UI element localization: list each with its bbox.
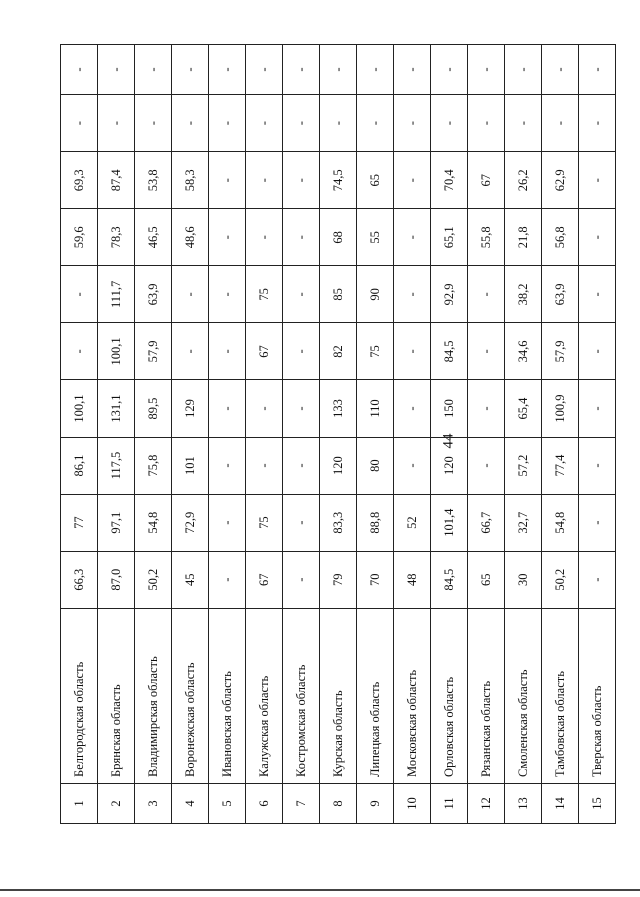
value-cell: - bbox=[579, 551, 616, 608]
value-cell: - bbox=[468, 45, 505, 95]
value-cell: 100,9 bbox=[542, 380, 579, 437]
value-cell: 58,3 bbox=[172, 152, 209, 209]
value-cell: 67 bbox=[246, 323, 283, 380]
value-cell: - bbox=[283, 266, 320, 323]
value-cell: - bbox=[246, 380, 283, 437]
value-cell: 100,1 bbox=[61, 380, 98, 437]
value-cell: 110 bbox=[357, 380, 394, 437]
page-number: 44 bbox=[440, 433, 457, 449]
value-cell: 50,2 bbox=[135, 551, 172, 608]
value-cell: - bbox=[579, 266, 616, 323]
region-name-cell: Калужская область bbox=[246, 608, 283, 783]
row-number-cell: 7 bbox=[283, 783, 320, 823]
row-number-cell: 1 bbox=[61, 783, 98, 823]
value-cell: 67 bbox=[468, 152, 505, 209]
value-cell: 32,7 bbox=[505, 494, 542, 551]
value-cell: - bbox=[246, 152, 283, 209]
value-cell: - bbox=[61, 95, 98, 152]
value-cell: 65 bbox=[468, 551, 505, 608]
row-number-cell: 10 bbox=[394, 783, 431, 823]
value-cell: 101 bbox=[172, 437, 209, 494]
value-cell: - bbox=[246, 45, 283, 95]
value-cell: - bbox=[505, 95, 542, 152]
value-cell: 53,8 bbox=[135, 152, 172, 209]
value-cell: - bbox=[172, 266, 209, 323]
value-cell: - bbox=[431, 45, 468, 95]
value-cell: 84,5 bbox=[431, 323, 468, 380]
row-number-cell: 13 bbox=[505, 783, 542, 823]
region-name-cell: Брянская область bbox=[98, 608, 135, 783]
value-cell: - bbox=[394, 266, 431, 323]
value-cell: 87,4 bbox=[98, 152, 135, 209]
value-cell: - bbox=[283, 380, 320, 437]
region-name-cell: Московская область bbox=[394, 608, 431, 783]
table-row bbox=[283, 45, 320, 824]
value-cell: 65,4 bbox=[505, 380, 542, 437]
table-row bbox=[61, 45, 98, 824]
value-cell: - bbox=[394, 95, 431, 152]
value-cell: - bbox=[172, 45, 209, 95]
region-name-cell: Костромская область bbox=[283, 608, 320, 783]
value-cell: - bbox=[579, 380, 616, 437]
value-cell: - bbox=[209, 551, 246, 608]
value-cell: 21,8 bbox=[505, 209, 542, 266]
value-cell: 67 bbox=[246, 551, 283, 608]
value-cell: 101,4 bbox=[431, 494, 468, 551]
value-cell: - bbox=[468, 323, 505, 380]
table-row bbox=[135, 45, 172, 824]
row-number-cell: 11 bbox=[431, 783, 468, 823]
value-cell: - bbox=[542, 95, 579, 152]
row-number-cell: 15 bbox=[579, 783, 616, 823]
value-cell: - bbox=[209, 494, 246, 551]
value-cell: - bbox=[61, 266, 98, 323]
region-name-cell: Белгородская область bbox=[61, 608, 98, 783]
value-cell: 59,6 bbox=[61, 209, 98, 266]
value-cell: - bbox=[357, 45, 394, 95]
value-cell: 38,2 bbox=[505, 266, 542, 323]
table-row bbox=[579, 45, 616, 824]
value-cell: 131,1 bbox=[98, 380, 135, 437]
value-cell: - bbox=[357, 95, 394, 152]
value-cell: 88,8 bbox=[357, 494, 394, 551]
value-cell: - bbox=[394, 45, 431, 95]
row-number-cell: 8 bbox=[320, 783, 357, 823]
value-cell: - bbox=[283, 209, 320, 266]
data-table-container bbox=[60, 44, 602, 824]
table-row bbox=[542, 45, 579, 824]
value-cell: 62,9 bbox=[542, 152, 579, 209]
row-number-cell: 12 bbox=[468, 783, 505, 823]
regional-data-table bbox=[60, 44, 616, 824]
value-cell: - bbox=[172, 323, 209, 380]
value-cell: 100,1 bbox=[98, 323, 135, 380]
table-row bbox=[394, 45, 431, 824]
value-cell: - bbox=[468, 95, 505, 152]
value-cell: 63,9 bbox=[135, 266, 172, 323]
value-cell: 90 bbox=[357, 266, 394, 323]
table-row bbox=[505, 45, 542, 824]
region-name-cell: Смоленская область bbox=[505, 608, 542, 783]
value-cell: 45 bbox=[172, 551, 209, 608]
value-cell: 56,8 bbox=[542, 209, 579, 266]
row-number-cell: 3 bbox=[135, 783, 172, 823]
value-cell: 34,6 bbox=[505, 323, 542, 380]
table-row bbox=[357, 45, 394, 824]
value-cell: - bbox=[505, 45, 542, 95]
value-cell: 48 bbox=[394, 551, 431, 608]
region-name-cell: Тамбовская область bbox=[542, 608, 579, 783]
value-cell: 78,3 bbox=[98, 209, 135, 266]
value-cell: - bbox=[209, 95, 246, 152]
value-cell: 50,2 bbox=[542, 551, 579, 608]
table-row bbox=[468, 45, 505, 824]
value-cell: - bbox=[98, 95, 135, 152]
value-cell: 52 bbox=[394, 494, 431, 551]
value-cell: 54,8 bbox=[135, 494, 172, 551]
value-cell: 70,4 bbox=[431, 152, 468, 209]
value-cell: - bbox=[579, 494, 616, 551]
value-cell: 75 bbox=[357, 323, 394, 380]
region-name-cell: Ивановская область bbox=[209, 608, 246, 783]
value-cell: - bbox=[135, 95, 172, 152]
value-cell: - bbox=[246, 95, 283, 152]
value-cell: 74,5 bbox=[320, 152, 357, 209]
row-number-cell: 5 bbox=[209, 783, 246, 823]
region-name-cell: Тверская область bbox=[579, 608, 616, 783]
row-number-cell: 2 bbox=[98, 783, 135, 823]
value-cell: 87,0 bbox=[98, 551, 135, 608]
value-cell: - bbox=[394, 209, 431, 266]
value-cell: - bbox=[172, 95, 209, 152]
value-cell: 133 bbox=[320, 380, 357, 437]
value-cell: 57,9 bbox=[135, 323, 172, 380]
value-cell: - bbox=[283, 152, 320, 209]
value-cell: - bbox=[209, 437, 246, 494]
value-cell: - bbox=[394, 152, 431, 209]
value-cell: 48,6 bbox=[172, 209, 209, 266]
row-number-cell: 6 bbox=[246, 783, 283, 823]
value-cell: - bbox=[579, 152, 616, 209]
value-cell: 57,2 bbox=[505, 437, 542, 494]
value-cell: 69,3 bbox=[61, 152, 98, 209]
value-cell: - bbox=[61, 323, 98, 380]
value-cell: - bbox=[209, 45, 246, 95]
value-cell: 117,5 bbox=[98, 437, 135, 494]
value-cell: - bbox=[283, 494, 320, 551]
value-cell: 77,4 bbox=[542, 437, 579, 494]
value-cell: 150 bbox=[431, 380, 468, 437]
value-cell: 54,8 bbox=[542, 494, 579, 551]
value-cell: 92,9 bbox=[431, 266, 468, 323]
value-cell: 63,9 bbox=[542, 266, 579, 323]
value-cell: 65,1 bbox=[431, 209, 468, 266]
value-cell: 55 bbox=[357, 209, 394, 266]
value-cell: 86,1 bbox=[61, 437, 98, 494]
value-cell: - bbox=[320, 95, 357, 152]
value-cell: 65 bbox=[357, 152, 394, 209]
value-cell: - bbox=[579, 437, 616, 494]
value-cell: 111,7 bbox=[98, 266, 135, 323]
value-cell: 66,3 bbox=[61, 551, 98, 608]
value-cell: - bbox=[468, 380, 505, 437]
region-name-cell: Курская область bbox=[320, 608, 357, 783]
value-cell: 66,7 bbox=[468, 494, 505, 551]
value-cell: - bbox=[209, 152, 246, 209]
value-cell: 129 bbox=[172, 380, 209, 437]
value-cell: 26,2 bbox=[505, 152, 542, 209]
value-cell: - bbox=[135, 45, 172, 95]
value-cell: - bbox=[209, 209, 246, 266]
value-cell: - bbox=[209, 323, 246, 380]
value-cell: - bbox=[579, 209, 616, 266]
table-row bbox=[98, 45, 135, 824]
value-cell: 57,9 bbox=[542, 323, 579, 380]
region-name-cell: Липецкая область bbox=[357, 608, 394, 783]
value-cell: - bbox=[394, 380, 431, 437]
value-cell: - bbox=[283, 95, 320, 152]
value-cell: - bbox=[209, 266, 246, 323]
value-cell: 68 bbox=[320, 209, 357, 266]
value-cell: - bbox=[431, 95, 468, 152]
table-row bbox=[320, 45, 357, 824]
value-cell: 70 bbox=[357, 551, 394, 608]
value-cell: 83,3 bbox=[320, 494, 357, 551]
table-row bbox=[246, 45, 283, 824]
page-bottom-border bbox=[0, 889, 640, 891]
value-cell: 75 bbox=[246, 266, 283, 323]
value-cell: - bbox=[579, 323, 616, 380]
value-cell: 89,5 bbox=[135, 380, 172, 437]
region-name-cell: Орловская область bbox=[431, 608, 468, 783]
value-cell: - bbox=[246, 437, 283, 494]
value-cell: - bbox=[394, 437, 431, 494]
value-cell: 46,5 bbox=[135, 209, 172, 266]
row-number-cell: 9 bbox=[357, 783, 394, 823]
value-cell: - bbox=[579, 95, 616, 152]
value-cell: 79 bbox=[320, 551, 357, 608]
value-cell: - bbox=[394, 323, 431, 380]
value-cell: - bbox=[320, 45, 357, 95]
region-name-cell: Владимирская область bbox=[135, 608, 172, 783]
value-cell: 77 bbox=[61, 494, 98, 551]
value-cell: - bbox=[468, 266, 505, 323]
value-cell: 84,5 bbox=[431, 551, 468, 608]
value-cell: - bbox=[246, 209, 283, 266]
value-cell: - bbox=[283, 437, 320, 494]
value-cell: 72,9 bbox=[172, 494, 209, 551]
value-cell: 120 bbox=[320, 437, 357, 494]
value-cell: - bbox=[209, 380, 246, 437]
value-cell: - bbox=[283, 45, 320, 95]
region-name-cell: Рязанская область bbox=[468, 608, 505, 783]
value-cell: 80 bbox=[357, 437, 394, 494]
value-cell: - bbox=[61, 45, 98, 95]
value-cell: 85 bbox=[320, 266, 357, 323]
value-cell: 82 bbox=[320, 323, 357, 380]
value-cell: - bbox=[579, 45, 616, 95]
table-row bbox=[431, 45, 468, 824]
value-cell: 97,1 bbox=[98, 494, 135, 551]
value-cell: - bbox=[283, 551, 320, 608]
value-cell: - bbox=[283, 323, 320, 380]
value-cell: 120 bbox=[431, 437, 468, 494]
value-cell: 75,8 bbox=[135, 437, 172, 494]
value-cell: - bbox=[542, 45, 579, 95]
value-cell: 30 bbox=[505, 551, 542, 608]
region-name-cell: Воронежская область bbox=[172, 608, 209, 783]
table-row bbox=[209, 45, 246, 824]
value-cell: 55,8 bbox=[468, 209, 505, 266]
row-number-cell: 4 bbox=[172, 783, 209, 823]
value-cell: 75 bbox=[246, 494, 283, 551]
row-number-cell: 14 bbox=[542, 783, 579, 823]
value-cell: - bbox=[468, 437, 505, 494]
table-row bbox=[172, 45, 209, 824]
value-cell: - bbox=[98, 45, 135, 95]
